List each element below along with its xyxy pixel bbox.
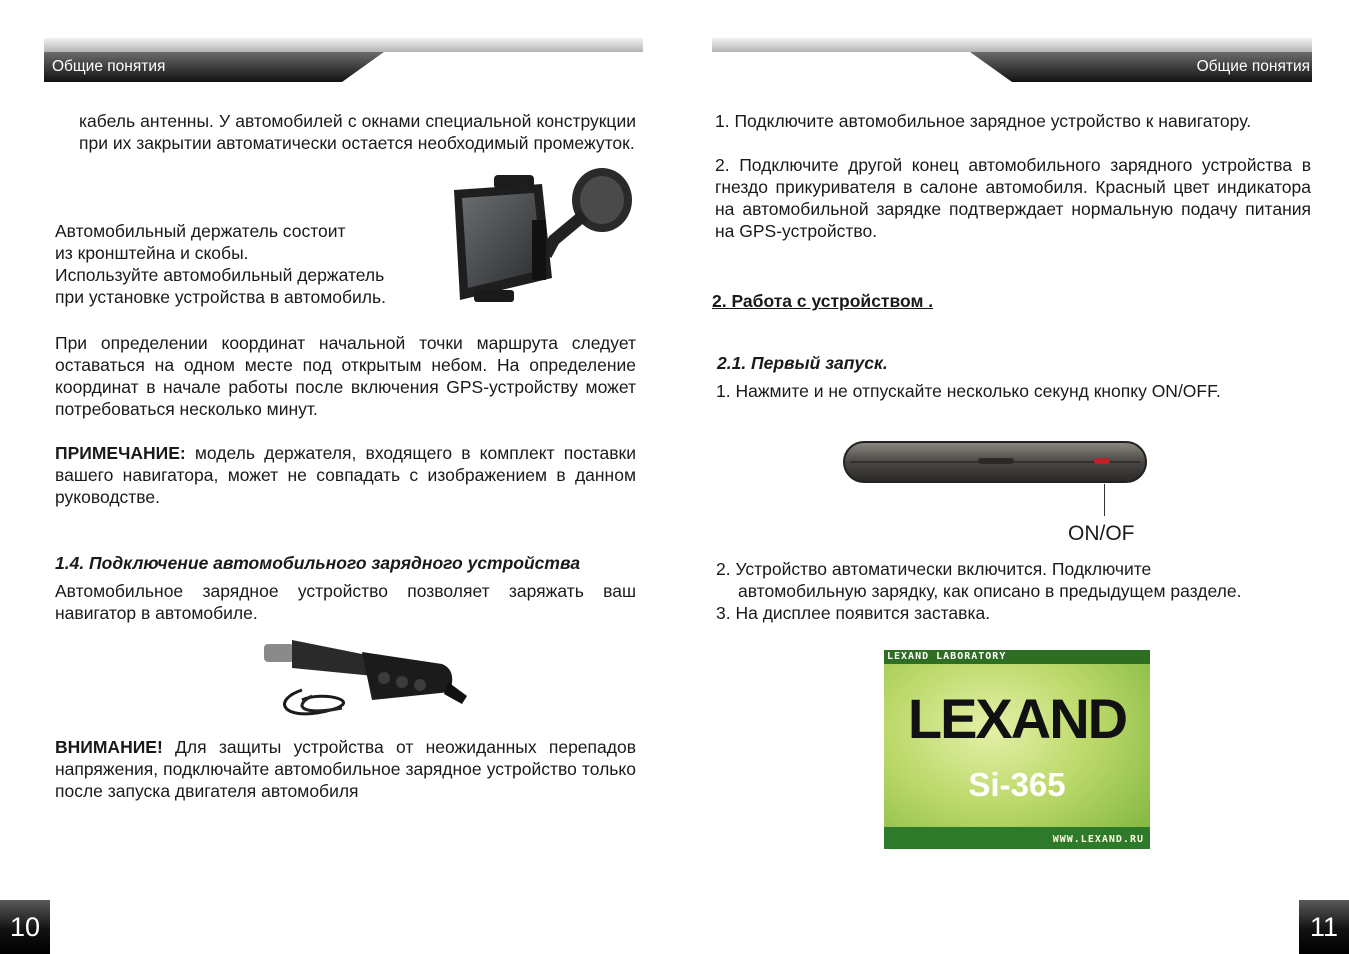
auto-on-line-2: автомобильную зарядку, как описано в предыдущем разделе. bbox=[738, 581, 1242, 601]
holder-line: из кронштейна и скобы. bbox=[55, 243, 249, 263]
holder-line: Автомобильный держатель состоит bbox=[55, 221, 346, 241]
onoff-label: ON/OF bbox=[1068, 522, 1135, 545]
section-title-work bbox=[712, 290, 933, 312]
step1-paragraph bbox=[715, 110, 1297, 132]
splash-url: WWW.LEXAND.RU bbox=[1052, 834, 1144, 845]
left-page-number: 10 bbox=[0, 900, 50, 954]
step1-text: 1. Подключите автомобильное зарядное устройство к навигатору. bbox=[715, 111, 1252, 131]
splash-text: 3. На дисплее появится заставка. bbox=[716, 603, 991, 623]
holder-text bbox=[55, 220, 435, 308]
charger-text: Автомобильное зарядное устройство позволяет заряжать ваш навигатор в автомобиле. bbox=[55, 581, 636, 623]
splash-screen-image bbox=[884, 650, 1150, 849]
subsection-first-start: 2.1. Первый запуск. bbox=[717, 353, 888, 373]
car-charger-image bbox=[262, 630, 472, 720]
note-paragraph bbox=[55, 442, 636, 508]
holder-line: Используйте автомобильный держатель bbox=[55, 265, 385, 285]
right-header bbox=[712, 38, 1312, 82]
warning-paragraph bbox=[55, 736, 636, 802]
section-title-work-text: 2. Работа с устройством . bbox=[712, 291, 934, 311]
holder-line: при установке устройства в автомобиль. bbox=[55, 287, 386, 307]
splash-model: Si-365 bbox=[968, 766, 1066, 803]
splash-logo: LEXAND bbox=[907, 687, 1127, 750]
right-page-number: 11 bbox=[1299, 900, 1349, 954]
warning-text: Для защиты устройства от неожиданных перепадов напряжения, подключайте автомобильное зарядное устройство только после запуска двигателя автомобиля bbox=[55, 737, 636, 801]
device-side-image bbox=[840, 436, 1152, 492]
note-label: ПРИМЕЧАНИЕ: bbox=[55, 443, 186, 463]
para-coords: При определении координат начальной точки маршрута следует оставаться на одном месте под открытым небом. На определение координат в начале работы после включения GPS-устройству может потребоваться несколько минут. bbox=[55, 333, 636, 419]
para-antenna: кабель антенны. У автомобилей с окнами специальной конструкции при их закрытии автоматически остается необходимый промежуток. bbox=[79, 111, 636, 153]
section-title-charger: 1.4. Подключение автомобильного зарядного устройства bbox=[55, 553, 581, 573]
warning-label: ВНИМАНИЕ! bbox=[55, 737, 163, 757]
press-power-text: 1. Нажмите и не отпускайте несколько секунд кнопку ON/OFF. bbox=[716, 381, 1221, 401]
left-header-title: Общие понятия bbox=[52, 58, 166, 75]
auto-on-line: 2. Устройство автоматически включится. Подключите bbox=[716, 559, 1152, 579]
auto-on-text bbox=[716, 558, 1316, 624]
splash-top-text: LEXAND LABORATORY bbox=[887, 651, 1007, 662]
note-text: модель держателя, входящего в комплект поставки вашего навигатора, может не совпадать с изображением в данном руководстве. bbox=[55, 443, 636, 507]
step2-paragraph: 2. Подключите другой конец автомобильного зарядного устройства в гнездо прикуривателя в салоне автомобиля. Красный цвет индикатора на автомобильной зарядке подтверждает нормальную подачу питания на GPS-устройство. bbox=[715, 155, 1311, 241]
button-pointer-line bbox=[1104, 484, 1105, 516]
left-header bbox=[44, 38, 643, 82]
car-holder-image bbox=[434, 160, 634, 310]
right-header-title: Общие понятия bbox=[1196, 58, 1310, 75]
